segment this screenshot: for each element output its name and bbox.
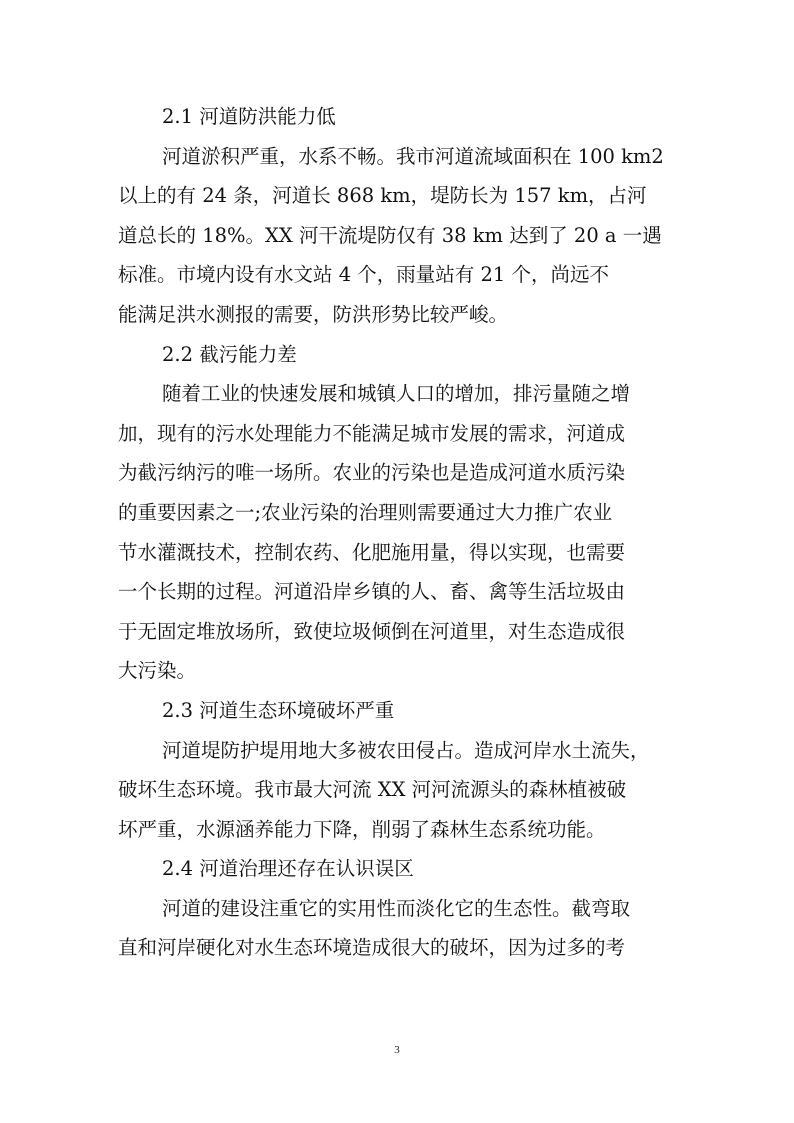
text-line: 道总长的 18%。XX 河干流堤防仅有 38 km 达到了 20 a 一遇 xyxy=(118,223,662,247)
text-line: 大污染。 xyxy=(118,659,197,683)
text-line: 的重要因素之一;农业污染的治理则需要通过大力推广农业 xyxy=(118,500,613,524)
section-heading-2-3: 2.3 河道生态环境破坏严重 xyxy=(162,698,395,722)
section-heading-2-1: 2.1 河道防洪能力低 xyxy=(162,105,336,128)
section-heading-2-4: 2.4 河道治理还存在认识误区 xyxy=(162,857,414,881)
text-line: 河道堤防护堤用地大多被农田侵占。造成河岸水土流失， xyxy=(162,738,650,762)
text-line: 坏严重，水源涵养能力下降，削弱了森林生态系统功能。 xyxy=(118,817,606,841)
text-line: 河道淤积严重，水系不畅。我市河道流域面积在 100 km2 xyxy=(162,144,664,168)
text-line: 能满足洪水测报的需要，防洪形势比较严峻。 xyxy=(118,302,509,326)
text-line: 以上的有 24 条，河道长 868 km，堤防长为 157 km，占河 xyxy=(118,184,647,208)
section-heading-2-2: 2.2 截污能力差 xyxy=(162,342,297,366)
text-line: 随着工业的快速发展和城镇人口的增加，排污量随之增 xyxy=(162,382,631,406)
text-line: 为截污纳污的唯一场所。农业的污染也是造成河道水质污染 xyxy=(118,461,626,485)
text-line: 加，现有的污水处理能力不能满足城市发展的需求，河道成 xyxy=(118,421,626,445)
text-line: 标准。市境内设有水文站 4 个，雨量站有 21 个，尚远不 xyxy=(118,263,610,287)
document-body xyxy=(118,97,678,968)
text-line: 于无固定堆放场所，致使垃圾倾倒在河道里，对生态造成很 xyxy=(118,619,626,643)
page-number: 3 xyxy=(394,1044,400,1056)
text-line: 直和河岸硬化对水生态环境造成很大的破坏，因为过多的考 xyxy=(118,936,626,960)
text-line: 一个长期的过程。河道沿岸乡镇的人、畜、禽等生活垃圾由 xyxy=(118,580,626,604)
text-line: 河道的建设注重它的实用性而淡化它的生态性。截弯取 xyxy=(162,896,631,920)
text-line: 破坏生态环境。我市最大河流 XX 河河流源头的森林植被破 xyxy=(118,778,627,802)
text-line: 节水灌溉技术，控制农药、化肥施用量，得以实现，也需要 xyxy=(118,540,626,564)
